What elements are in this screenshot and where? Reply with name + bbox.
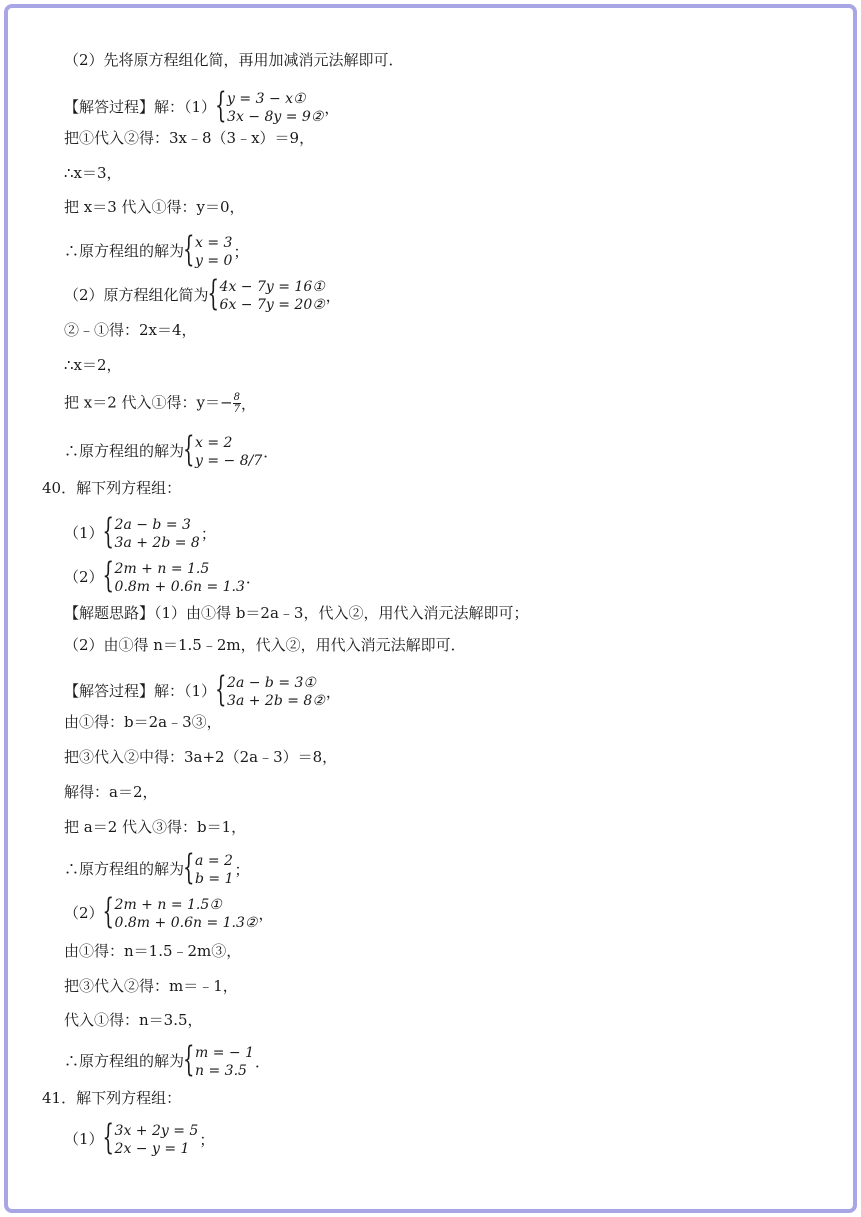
line-text: 41．解下列方程组： [42, 1089, 182, 1107]
text-line [64, 1044, 270, 1080]
equation-row: { 4x − 7y = 16① [219, 279, 325, 295]
text-line [64, 976, 238, 996]
line-text: （2）先将原方程组化简，再用加减消元法解即可． [64, 51, 404, 69]
line-suffix: ； [199, 1131, 215, 1149]
equation-system [185, 852, 234, 888]
line-suffix: ， [325, 287, 341, 305]
equation-row: { 3x + 2y = 5 [114, 1123, 199, 1139]
line-suffix: ； [233, 243, 249, 261]
text-line [64, 603, 528, 623]
line-prefix: 把 x＝2 代入①得：y＝− [64, 393, 233, 412]
line-prefix: （1） [64, 1130, 104, 1148]
equation-row: 3a + 2b = 8 [114, 535, 200, 551]
line-prefix: （2）原方程组化简为 [64, 286, 209, 304]
equation-row: 6x − 7y = 20② [219, 297, 325, 313]
equation-row: { m = − 1 [195, 1045, 255, 1061]
line-text: 把 a＝2 代入③得：b＝1， [64, 818, 247, 836]
equation-row: { 2m + n = 1.5① [114, 897, 222, 913]
line-prefix: ∴原方程组的解为 [64, 1052, 185, 1070]
equation-system [185, 434, 262, 470]
line-suffix: ， [258, 905, 274, 923]
line-text: 把③代入②中得：3a+2（2a﹣3）＝8， [64, 748, 338, 766]
text-line [42, 1088, 181, 1108]
equation-system [217, 674, 325, 710]
line-prefix: ∴原方程组的解为 [64, 242, 185, 260]
equation-system [105, 516, 200, 552]
equation-system [210, 278, 325, 314]
line-suffix: ． [245, 569, 261, 587]
line-text: 把 x＝3 代入①得：y＝0， [64, 198, 245, 216]
line-text: 40．解下列方程组： [42, 479, 182, 497]
text-line [64, 941, 241, 961]
equation-row: 0.8m + 0.6n = 1.3 [114, 579, 245, 595]
text-line [64, 560, 261, 596]
line-suffix: ， [324, 99, 340, 117]
equation-system [105, 896, 258, 932]
equation-system [185, 234, 232, 270]
text-line [64, 1010, 203, 1030]
equation-row: { 2a − b = 3 [114, 517, 191, 533]
equation-row: { a = 2 [195, 853, 233, 869]
equation-row: y = 0 [195, 253, 233, 269]
line-suffix: ， [240, 394, 256, 413]
line-prefix: （2） [64, 904, 104, 922]
equation-row: n = 3.5 [195, 1063, 247, 1079]
line-text: 解得：a＝2， [64, 783, 158, 801]
line-text: 由①得：n＝1.5﹣2m③， [64, 942, 242, 960]
equation-row: { x = 3 [195, 235, 233, 251]
equation-row: { y = 3 − x① [227, 91, 306, 107]
text-line [64, 852, 250, 888]
line-text: （2）由①得 n＝1.5﹣2m，代入②，用代入消元法解即可． [64, 636, 466, 654]
text-line [64, 747, 337, 767]
line-text: 代入①得：n＝3.5， [64, 1011, 203, 1029]
line-suffix: ； [200, 525, 216, 543]
text-line [64, 234, 248, 270]
equation-row: 3a + 2b = 8② [227, 693, 325, 709]
text-line [64, 817, 246, 837]
text-line [64, 50, 404, 70]
text-line [64, 782, 158, 802]
text-line [64, 320, 197, 340]
line-prefix: ∴原方程组的解为 [64, 860, 185, 878]
line-prefix: （2） [64, 568, 104, 586]
line-prefix: 【解答过程】解：（1） [64, 682, 217, 700]
text-line [64, 128, 314, 148]
line-suffix: ； [234, 861, 250, 879]
equation-row: { 2m + n = 1.5 [114, 561, 210, 577]
equation-row: 3x − 8y = 9② [227, 109, 324, 125]
line-prefix: （1） [64, 524, 104, 542]
line-suffix: ． [255, 1053, 271, 1071]
equation-system [105, 560, 245, 596]
text-line [64, 674, 341, 710]
line-suffix: ． [263, 443, 279, 461]
text-line [64, 278, 341, 314]
line-prefix: ∴原方程组的解为 [64, 442, 185, 460]
text-line [64, 1122, 214, 1158]
text-line [64, 90, 339, 126]
equation-system [105, 1122, 199, 1158]
line-text: ∴x＝3， [64, 164, 122, 182]
text-line [64, 896, 273, 932]
line-text: 【解题思路】（1）由①得 b＝2a﹣3，代入②，用代入消元法解即可； [64, 604, 529, 622]
equation-row: b = 1 [195, 871, 234, 887]
line-text: ②﹣①得：2x＝4， [64, 321, 197, 339]
text-line [64, 392, 256, 415]
equation-row: 2x − y = 1 [114, 1141, 190, 1157]
equation-system [185, 1044, 254, 1080]
text-line [64, 197, 245, 217]
text-line [64, 163, 122, 183]
text-line [64, 434, 278, 470]
fraction: $\frac{8}{7}$ [233, 392, 240, 415]
equation-system [217, 90, 323, 126]
line-text: ∴x＝2， [64, 356, 122, 374]
line-text: 把①代入②得：3x﹣8（3﹣x）＝9， [64, 129, 315, 147]
text-line [64, 355, 122, 375]
line-prefix: 【解答过程】解：（1） [64, 98, 217, 116]
text-line [42, 478, 181, 498]
text-line [64, 712, 222, 732]
line-text: 由①得：b＝2a﹣3③， [64, 713, 222, 731]
line-text: 把③代入②得：m＝﹣1， [64, 977, 238, 995]
equation-row: { 2a − b = 3① [227, 675, 316, 691]
equation-row: y = − 8/7 [195, 453, 263, 469]
text-line [64, 516, 216, 552]
text-line [64, 635, 466, 655]
equation-row: { x = 2 [195, 435, 233, 451]
equation-row: 0.8m + 0.6n = 1.3② [114, 915, 258, 931]
line-suffix: ， [325, 683, 341, 701]
